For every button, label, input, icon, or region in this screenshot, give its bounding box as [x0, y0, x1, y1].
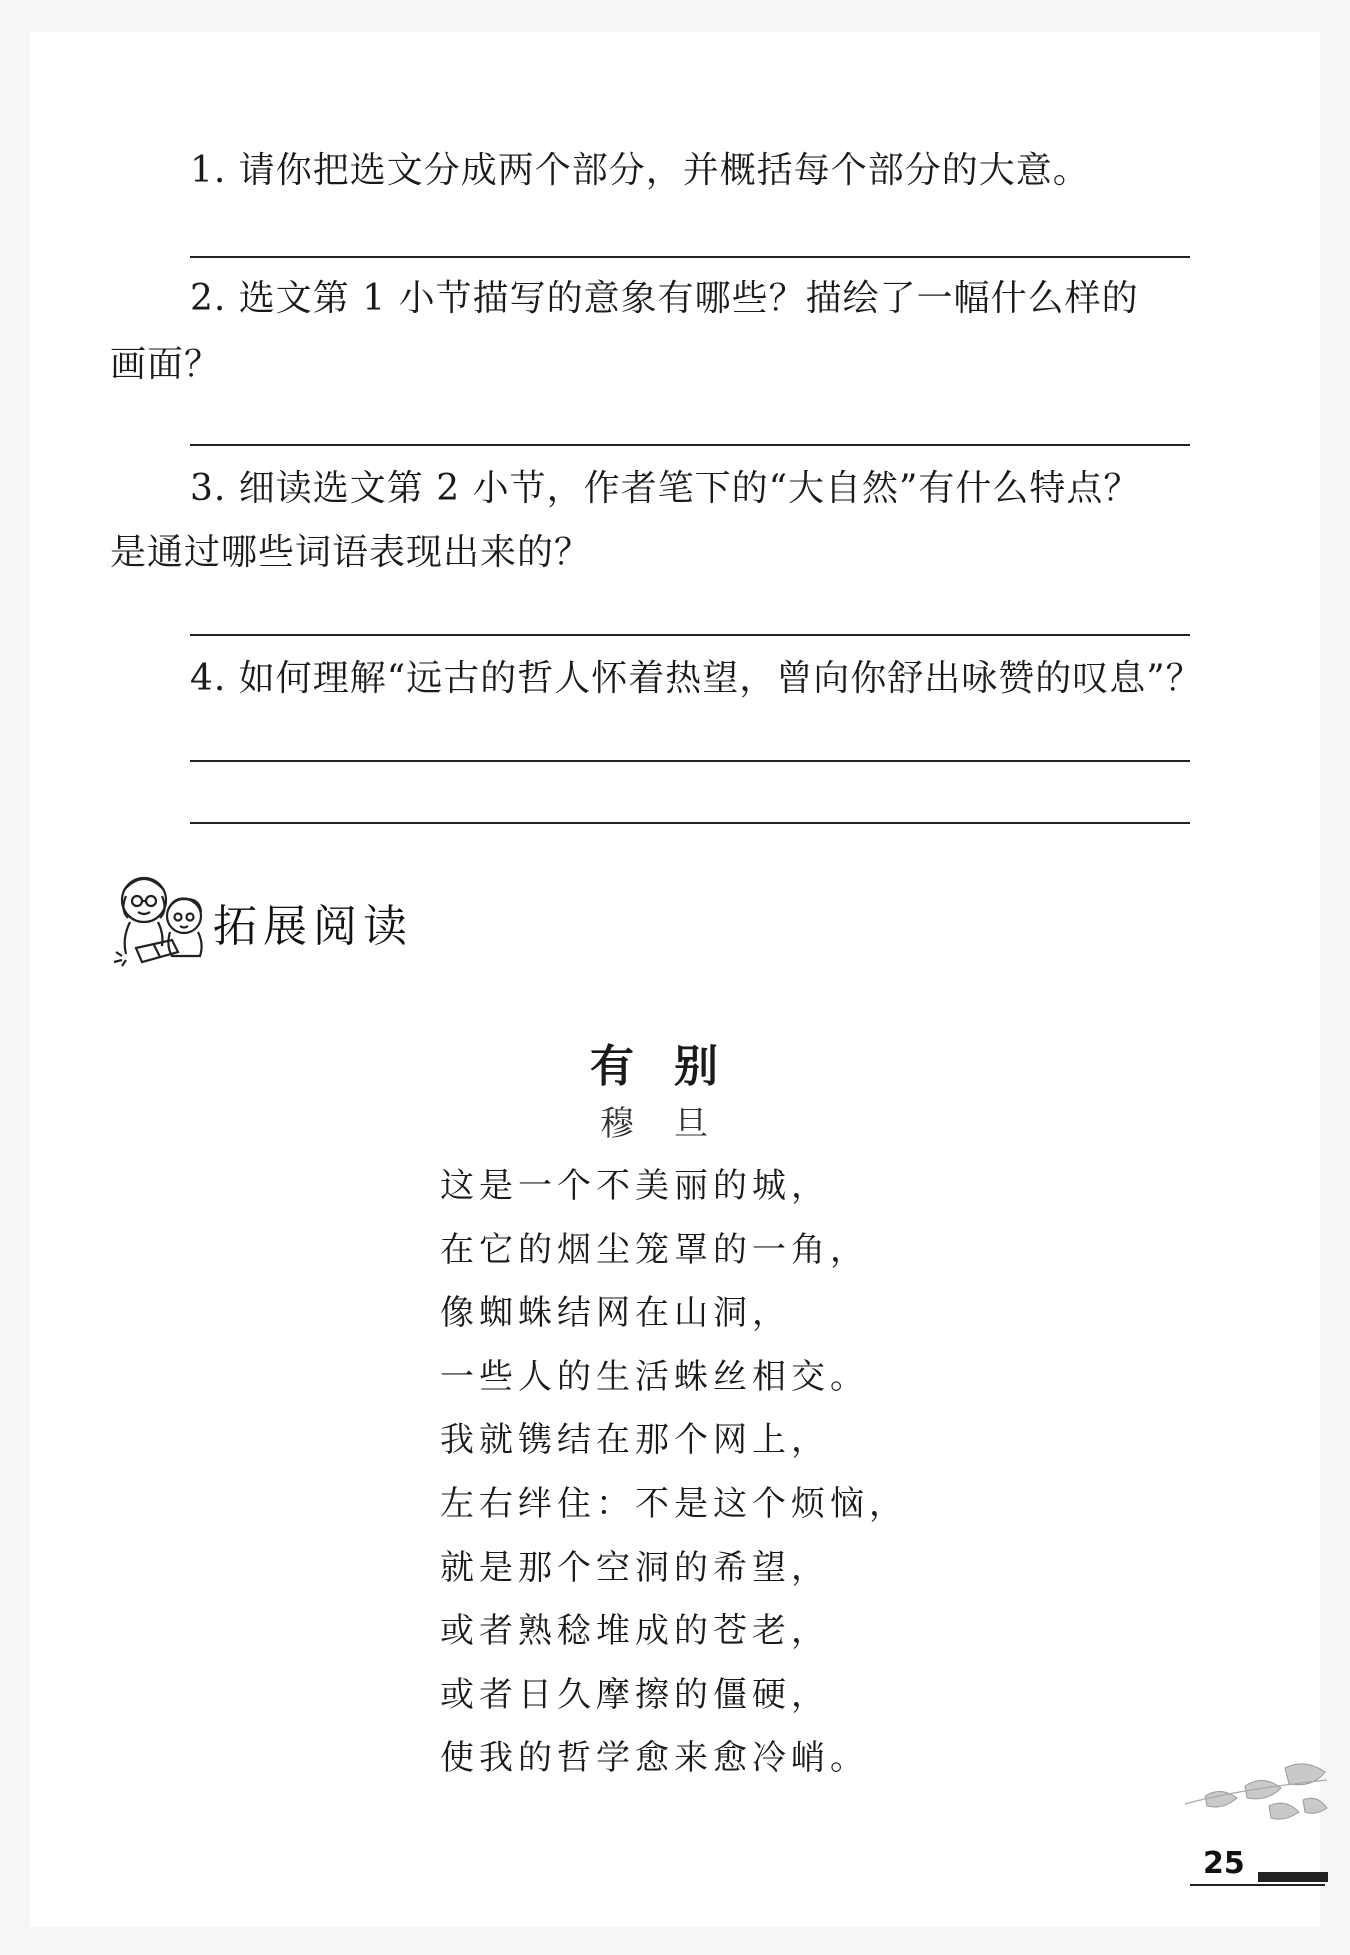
leaf-decoration-icon [1185, 1760, 1330, 1840]
poem-line: 就是那个空洞的希望， [440, 1547, 830, 1588]
poem-line: 或者熟稔堆成的苍老， [440, 1611, 830, 1652]
answer-line-1 [190, 256, 1190, 258]
poem-line: 或者日久摩擦的僵硬， [440, 1674, 830, 1715]
question-2: 2. 选文第 1 小节描写的意象有哪些？描绘了一幅什么样的 [190, 278, 1139, 319]
poem-line: 在它的烟尘笼罩的一角， [440, 1229, 869, 1270]
poem-author: 穆旦 [600, 1104, 748, 1144]
question-2-continuation: 画面？ [110, 344, 222, 385]
page-number-bar [1258, 1872, 1328, 1882]
answer-line-4b [190, 822, 1190, 824]
question-3: 3. 细读选文第 2 小节，作者笔下的“大自然”有什么特点？ [190, 468, 1141, 509]
poem-line: 像蜘蛛结网在山洞， [440, 1293, 791, 1334]
answer-line-4a [190, 760, 1190, 762]
poem-line: 这是一个不美丽的城， [440, 1166, 830, 1206]
question-3-continuation: 是通过哪些词语表现出来的？ [110, 532, 592, 573]
poem-line: 左右绊住：不是这个烦恼， [440, 1483, 908, 1524]
poem-line: 使我的哲学愈来愈冷峭。 [440, 1738, 869, 1779]
page-number-underline [1190, 1884, 1325, 1886]
question-1: 1. 请你把选文分成两个部分，并概括每个部分的大意。 [190, 150, 1090, 191]
section-title: 拓展阅读 [213, 901, 413, 952]
answer-line-2 [190, 444, 1190, 446]
poem-line: 一些人的生活蛛丝相交。 [440, 1356, 869, 1397]
page-number: 25 [1203, 1846, 1245, 1881]
poem-body [440, 1155, 908, 1791]
question-4: 4. 如何理解“远古的哲人怀着热望，曾向你舒出咏赞的叹息”？ [190, 658, 1203, 699]
reading-kids-icon [108, 866, 216, 970]
poem-line: 我就镌结在那个网上， [440, 1420, 830, 1461]
poem-title: 有别 [590, 1041, 758, 1092]
answer-line-3 [190, 634, 1190, 636]
